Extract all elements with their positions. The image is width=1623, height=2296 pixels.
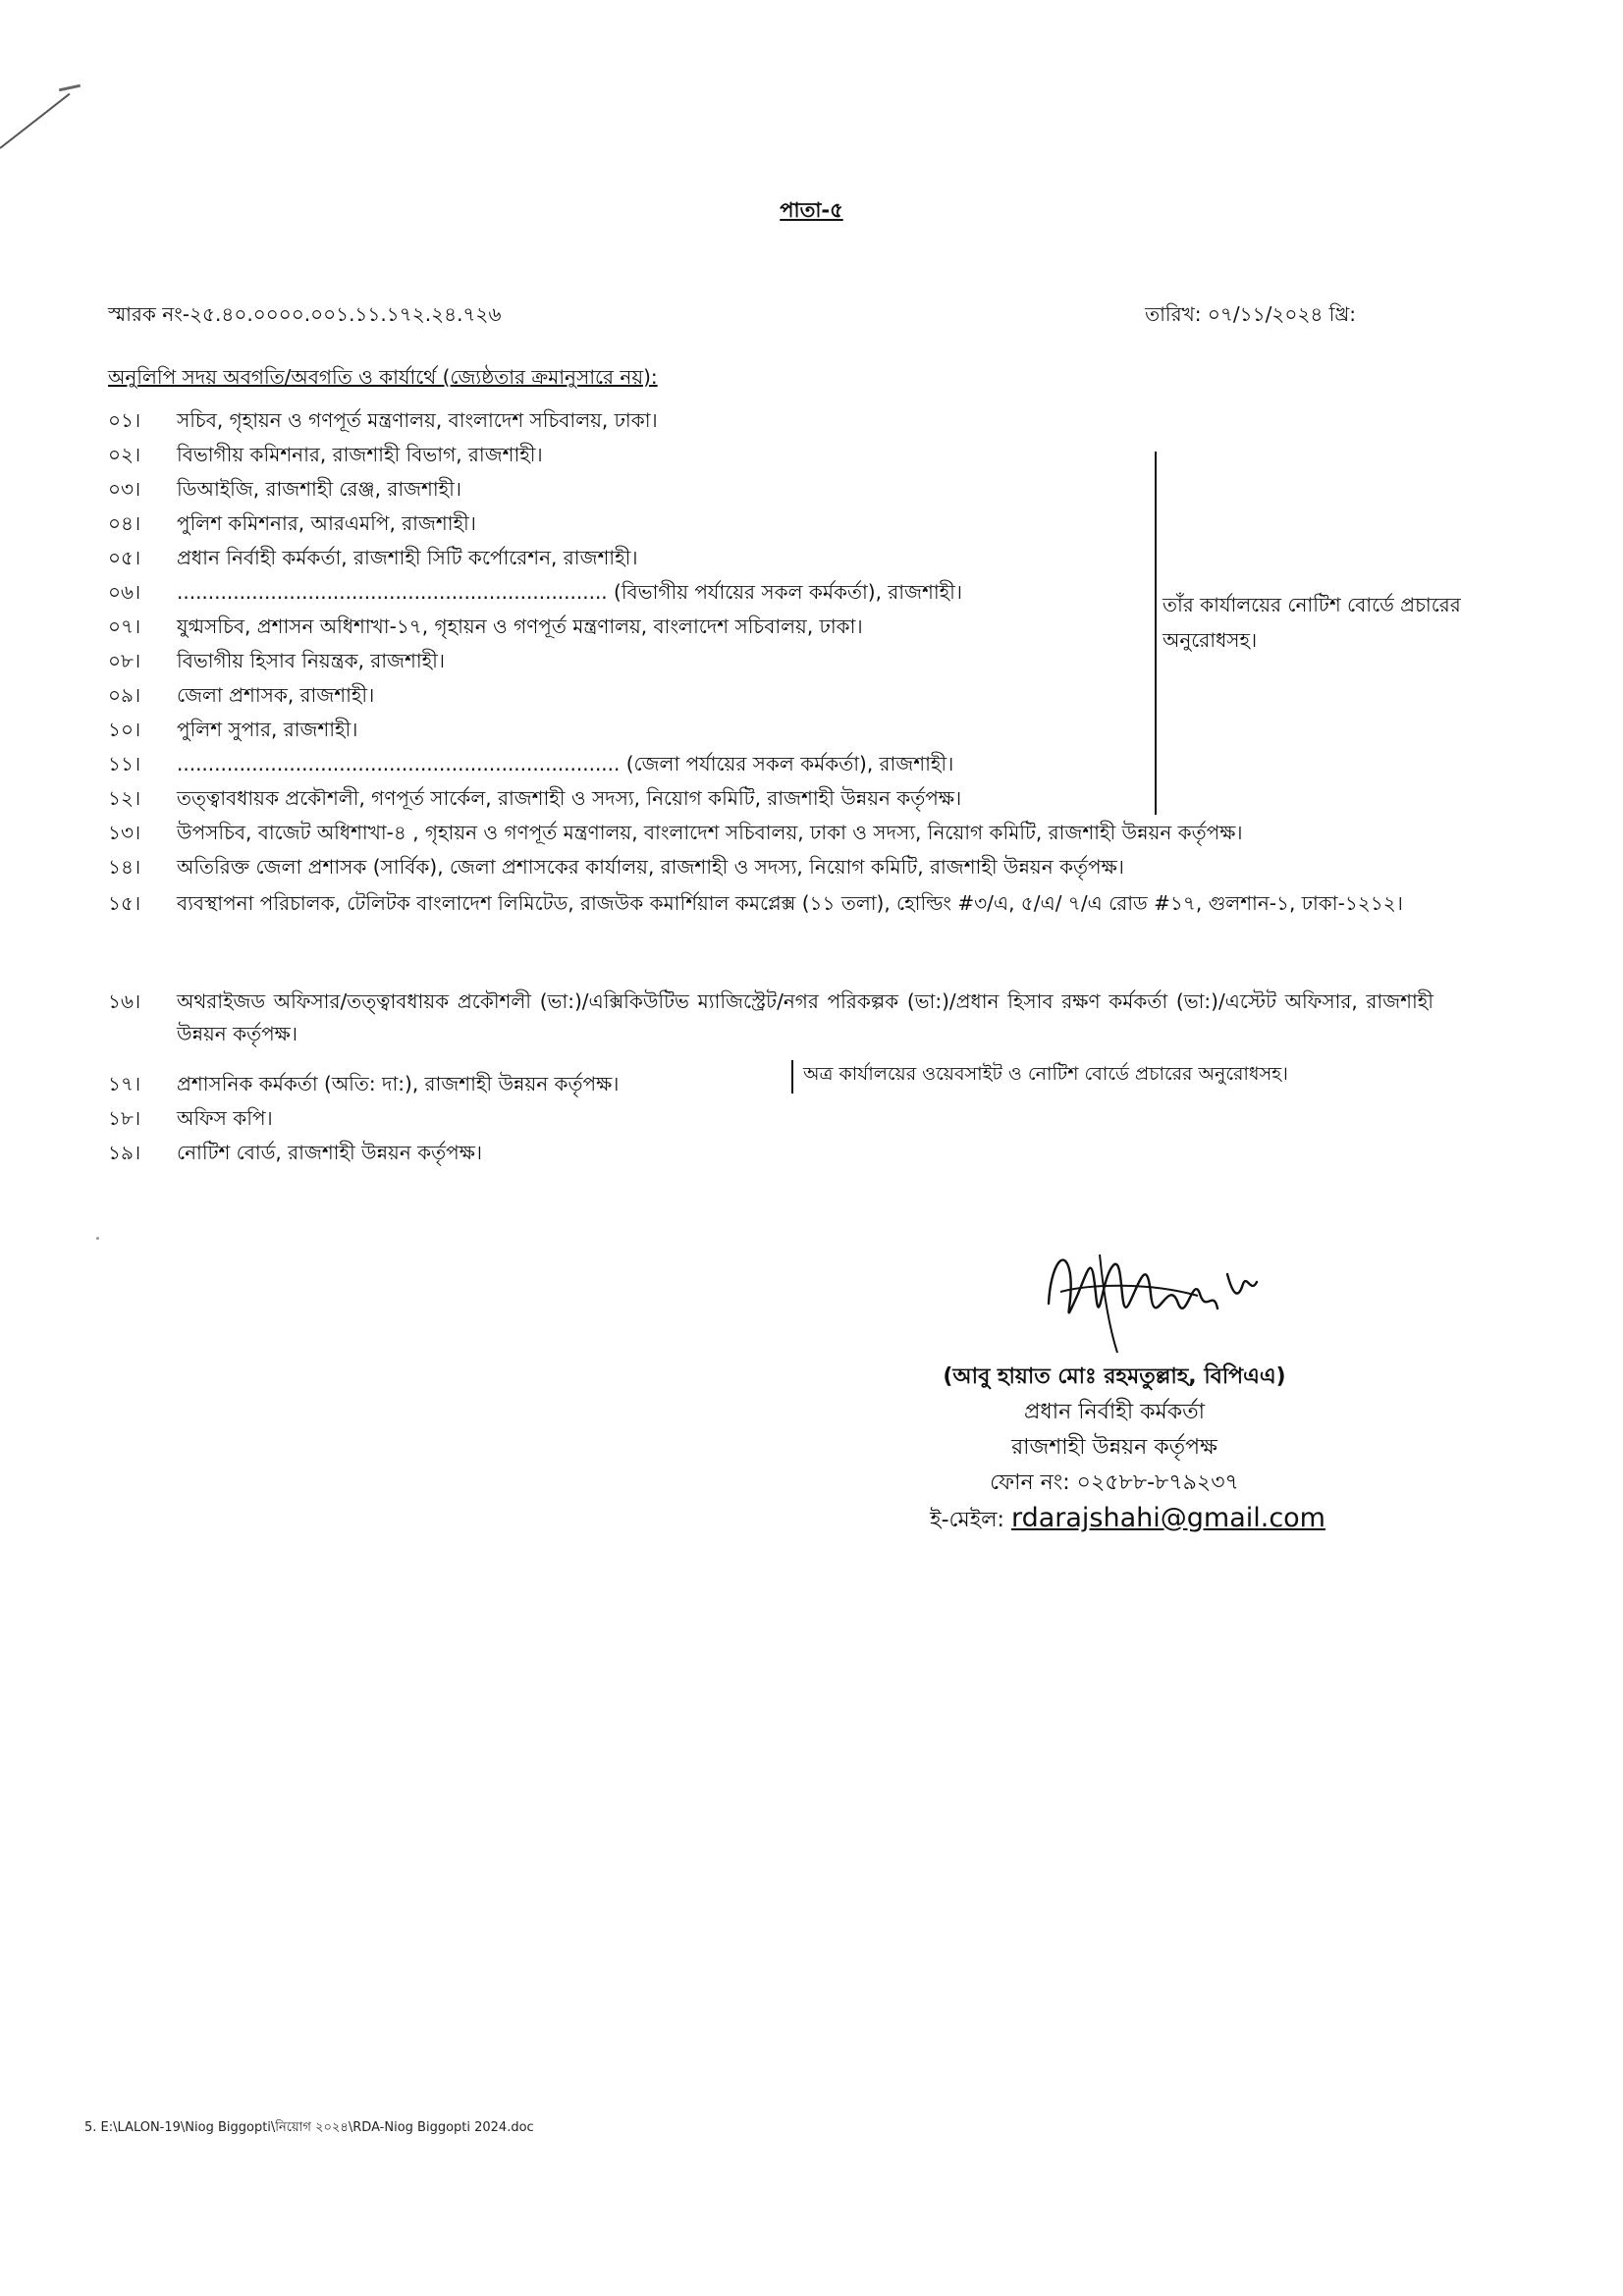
item-number: ১০। [108,718,141,741]
item-number: ১১। [108,752,141,775]
side-note-website: অত্র কার্যালয়ের ওয়েবসাইট ও নোটিশ বোর্ডে প্রচারের অনুরোধসহ। [803,1063,1288,1085]
item-number: ১২। [108,786,141,810]
email-line [884,1501,1345,1538]
item-text: প্রধান নির্বাহী কর্মকর্তা, রাজশাহী সিটি কর্পোরেশন, রাজশাহী। [177,546,638,569]
item-number: ১৭। [108,1072,141,1095]
scan-corner-mark [0,93,71,149]
signature-image [1031,1235,1286,1362]
item-number: ০৮। [108,649,141,672]
item-text: বিভাগীয় কমিশনার, রাজশাহী বিভাগ, রাজশাহী। [177,443,543,466]
item-number: ০৩। [108,477,141,501]
item-text: সচিব, গৃহায়ন ও গণপূর্ত মন্ত্রণালয়, বাংলাদেশ সচিবালয়, ঢাকা। [177,408,658,432]
email-label: ই-মেইল: [930,1508,1004,1532]
item-text: তত্ত্বাবধায়ক প্রকৌশলী, গণপূর্ত সার্কেল, রাজশাহী ও সদস্য, নিয়োগ কমিটি, রাজশাহী উন্নয়ন কর্তৃপক্ষ। [177,786,962,810]
item-number: ০৪। [108,511,141,535]
item-number: ১৬। [108,989,141,1013]
item-number: ১৪। [108,855,141,879]
item-number: ০১। [108,408,141,432]
scan-mark [59,84,81,92]
signatory-name: (আবু হায়াত মোঃ রহমতুল্লাহ, বিপিএএ) [943,1364,1286,1389]
item-number: ০৫। [108,546,141,569]
item-number: ১৫। [108,891,141,915]
scan-speck [96,1237,99,1240]
page-number: পাতা-৫ [780,198,843,222]
item-text: ব্যবস্থাপনা পরিচালক, টেলিটক বাংলাদেশ লিমিটেড, রাজউক কমার্শিয়াল কমপ্লেক্স (১১ তলা), হোল্ডিং #৩/এ, ৫/এ/ ৭/এ রোড #১৭, গুলশান-১, ঢাকা-১২১২। [177,891,1403,915]
item-number: ১৩। [108,821,141,844]
item-text: অফিস কপি। [177,1106,273,1130]
item-number: ০৯। [108,683,141,707]
item-text: যুগ্মসচিব, প্রশাসন অধিশাখা-১৭, গৃহায়ন ও গণপূর্ত মন্ত্রণালয়, বাংলাদেশ সচিবালয়, ঢাকা। [177,614,863,638]
item-number: ১৮। [108,1106,141,1130]
signatory-phone: ফোন নং: ০২৫৮৮-৮৭৯২৩৭ [990,1470,1239,1495]
item-number: ০৭। [108,614,141,638]
item-text: জেলা প্রশাসক, রাজশাহী। [177,683,375,707]
item-text: নোটিশ বোর্ড, রাজশাহী উন্নয়ন কর্তৃপক্ষ। [177,1141,483,1164]
memo-number: স্মারক নং-২৫.৪০.০০০০.০০১.১১.১৭২.২৪.৭২৬ [108,302,502,326]
bracket-line [1155,452,1157,815]
item-text: পুলিশ সুপার, রাজশাহী। [177,718,358,741]
item-text: প্রশাসনিক কর্মকর্তা (অতি: দা:), রাজশাহী উন্নয়ন কর্তৃপক্ষ। [177,1072,620,1095]
item-text: পুলিশ কমিশনার, আরএমপি, রাজশাহী। [177,511,476,535]
item-text: ..................................................................... (বিভাগীয় পর্যায়ের সকল কর্মকর্তা), রাজশাহী। [177,580,963,604]
distribution-heading: অনুলিপি সদয় অবগতি/অবগতি ও কার্যার্থে (জ্যেষ্ঠতার ক্রমানুসারে নয়): [108,365,658,389]
item-text: ....................................................................... (জেলা পর্যায়ের সকল কর্মকর্তা), রাজশাহী। [177,752,954,775]
memo-date: তারিখ: ০৭/১১/২০২৪ খ্রি: [1145,302,1356,326]
file-path-footer: 5. E:\LALON-19\Niog Biggopti\নিয়োগ ২০২৪\RDA-Niog Biggopti 2024.doc [84,2120,534,2135]
bracket-line [791,1060,793,1094]
item-text: ডিআইজি, রাজশাহী রেঞ্জ, রাজশাহী। [177,477,462,501]
email-link[interactable]: rdarajshahi@gmail.com [1010,1503,1325,1533]
signature-block [884,1360,1345,1538]
item-number: ০২। [108,443,141,466]
item-text: অতিরিক্ত জেলা প্রশাসক (সার্বিক), জেলা প্রশাসকের কার্যালয়, রাজশাহী ও সদস্য, নিয়োগ কমিটি, রাজশাহী উন্নয়ন কর্তৃপক্ষ। [177,855,1124,879]
item-text: অথরাইজড অফিসার/তত্ত্বাবধায়ক প্রকৌশলী (ভা:)/এক্সিকিউটিভ ম্যাজিস্ট্রেট/নগর পরিকল্পক (ভা:)/প্রধান হিসাব রক্ষণ কর্মকর্তা (ভা:)/এস্টেট অফিসার, রাজশাহী উন্নয়ন কর্তৃপক্ষ। [177,989,1434,1045]
signatory-designation: প্রধান নির্বাহী কর্মকর্তা [1023,1400,1206,1424]
item-text: উপসচিব, বাজেট অধিশাখা-৪ , গৃহায়ন ও গণপূর্ত মন্ত্রণালয়, বাংলাদেশ সচিবালয়, ঢাকা ও সদস্য, নিয়োগ কমিটি, রাজশাহী উন্নয়ন কর্তৃপক্ষ। [177,821,1243,844]
item-number: ০৬। [108,580,141,604]
signatory-organization: রাজশাহী উন্নয়ন কর্তৃপক্ষ [1011,1435,1217,1460]
side-note-notice-board: তাঁর কার্যালয়ের নোটিশ বোর্ডে প্রচারের অনুরোধসহ। [1163,593,1461,652]
item-number: ১৯। [108,1141,141,1164]
item-text: বিভাগীয় হিসাব নিয়ন্ত্রক, রাজশাহী। [177,649,445,672]
